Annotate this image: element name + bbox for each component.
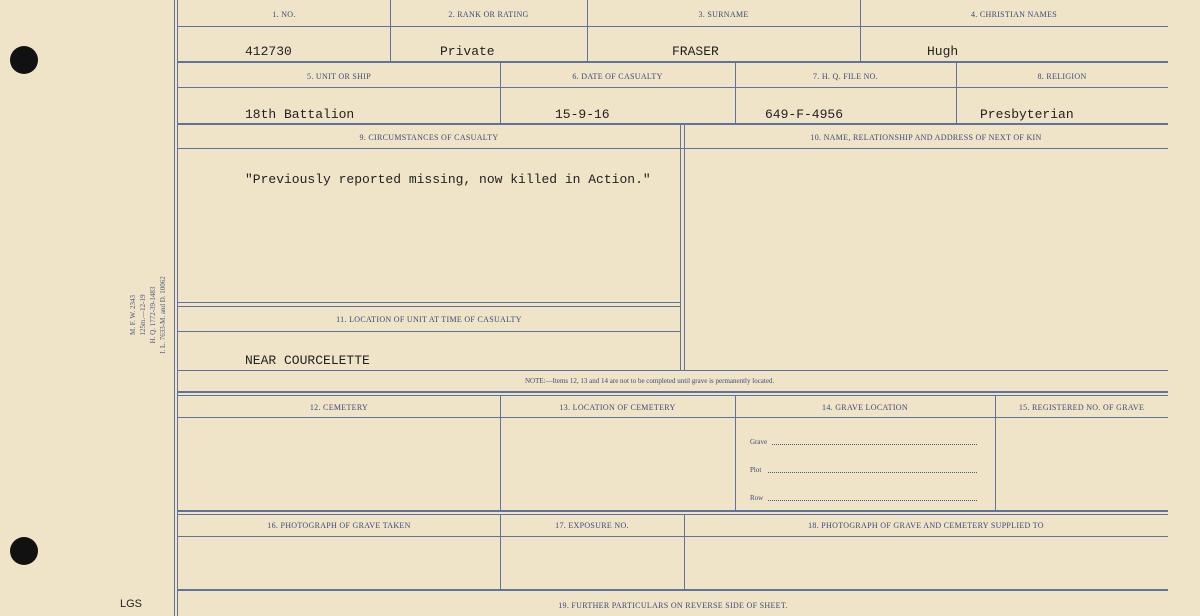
header-file-no: 7. H. Q. FILE NO. xyxy=(812,72,879,81)
header-no: 1. NO. xyxy=(272,10,296,19)
divider xyxy=(178,514,1168,515)
grave-label: Grave xyxy=(750,438,768,446)
divider xyxy=(178,417,1168,418)
row-line xyxy=(768,500,977,501)
divider xyxy=(178,148,1168,149)
initials: LGS xyxy=(120,598,143,610)
service-number: 412730 xyxy=(245,44,292,59)
divider xyxy=(178,61,1168,63)
grave-line xyxy=(772,444,977,445)
header-registered-no: 15. REGISTERED NO. OF GRAVE xyxy=(1018,403,1145,412)
header-christian-names: 4. CHRISTIAN NAMES xyxy=(970,10,1058,19)
divider xyxy=(178,302,680,303)
circumstances-value: "Previously reported missing, now killed in Action." xyxy=(245,172,651,187)
divider xyxy=(995,395,996,510)
divider xyxy=(684,125,685,370)
divider xyxy=(178,395,1168,396)
divider xyxy=(178,26,1168,27)
divider xyxy=(178,331,680,332)
form-print-info xyxy=(128,260,168,370)
divider xyxy=(174,0,175,616)
surname: FRASER xyxy=(672,44,719,59)
header-exposure-no: 17. EXPOSURE NO. xyxy=(555,521,629,530)
location-value: NEAR COURCELETTE xyxy=(245,353,370,368)
rank: Private xyxy=(440,44,495,59)
header-location: 11. LOCATION OF UNIT AT TIME OF CASUALTY xyxy=(336,315,522,324)
header-photo-taken: 16. PHOTOGRAPH OF GRAVE TAKEN xyxy=(267,521,411,530)
header-date: 6. DATE OF CASUALTY xyxy=(572,72,663,81)
divider xyxy=(178,391,1168,393)
religion: Presbyterian xyxy=(980,107,1074,122)
divider xyxy=(178,536,1168,537)
plot-line xyxy=(768,472,977,473)
header-photo-supplied: 18. PHOTOGRAPH OF GRAVE AND CEMETERY SUPPLIED TO xyxy=(808,521,1044,530)
divider xyxy=(680,125,681,370)
divider xyxy=(178,306,680,307)
christian-names: Hugh xyxy=(927,44,959,59)
punch-hole xyxy=(10,537,38,565)
divider xyxy=(178,123,1168,125)
divider xyxy=(178,510,1168,512)
punch-hole xyxy=(10,46,38,74)
print-line: M. F. W. 2343 xyxy=(129,295,137,335)
header-unit: 5. UNIT OR SHIP xyxy=(307,72,371,81)
row-label: Row xyxy=(750,494,764,502)
header-next-of-kin: 10. NAME, RELATIONSHIP AND ADDRESS OF NEXT OF KIN xyxy=(810,133,1042,142)
note: NOTE:—Items 12, 13 and 14 are not to be completed until grave is permanently located. xyxy=(525,377,775,385)
header-surname: 3. SURNAME xyxy=(698,10,749,19)
header-rank: 2. RANK OR RATING xyxy=(448,10,529,19)
unit: 18th Battalion xyxy=(245,107,355,122)
divider xyxy=(735,395,736,510)
divider xyxy=(178,87,1168,88)
header-religion: 8. RELIGION xyxy=(1037,72,1087,81)
plot-label: Plot xyxy=(750,466,762,474)
divider xyxy=(500,395,501,510)
print-line: I. L. 7633-M. and D. 10062 xyxy=(159,276,167,354)
header-circumstances: 9. CIRCUMSTANCES OF CASUALTY xyxy=(359,133,499,142)
print-line: 125m.—12-19 xyxy=(139,294,147,336)
divider xyxy=(178,370,1168,371)
header-grave-location: 14. GRAVE LOCATION xyxy=(822,403,908,412)
date-of-casualty: 15-9-16 xyxy=(555,107,610,122)
hq-file-no: 649-F-4956 xyxy=(765,107,844,122)
print-line: H. Q. 1772-39-1483 xyxy=(149,286,157,344)
header-cemetery: 12. CEMETERY xyxy=(309,403,369,412)
header-cemetery-location: 13. LOCATION OF CEMETERY xyxy=(559,403,676,412)
divider xyxy=(178,589,1168,591)
footer-note: 19. FURTHER PARTICULARS ON REVERSE SIDE OF SHEET. xyxy=(558,601,788,610)
